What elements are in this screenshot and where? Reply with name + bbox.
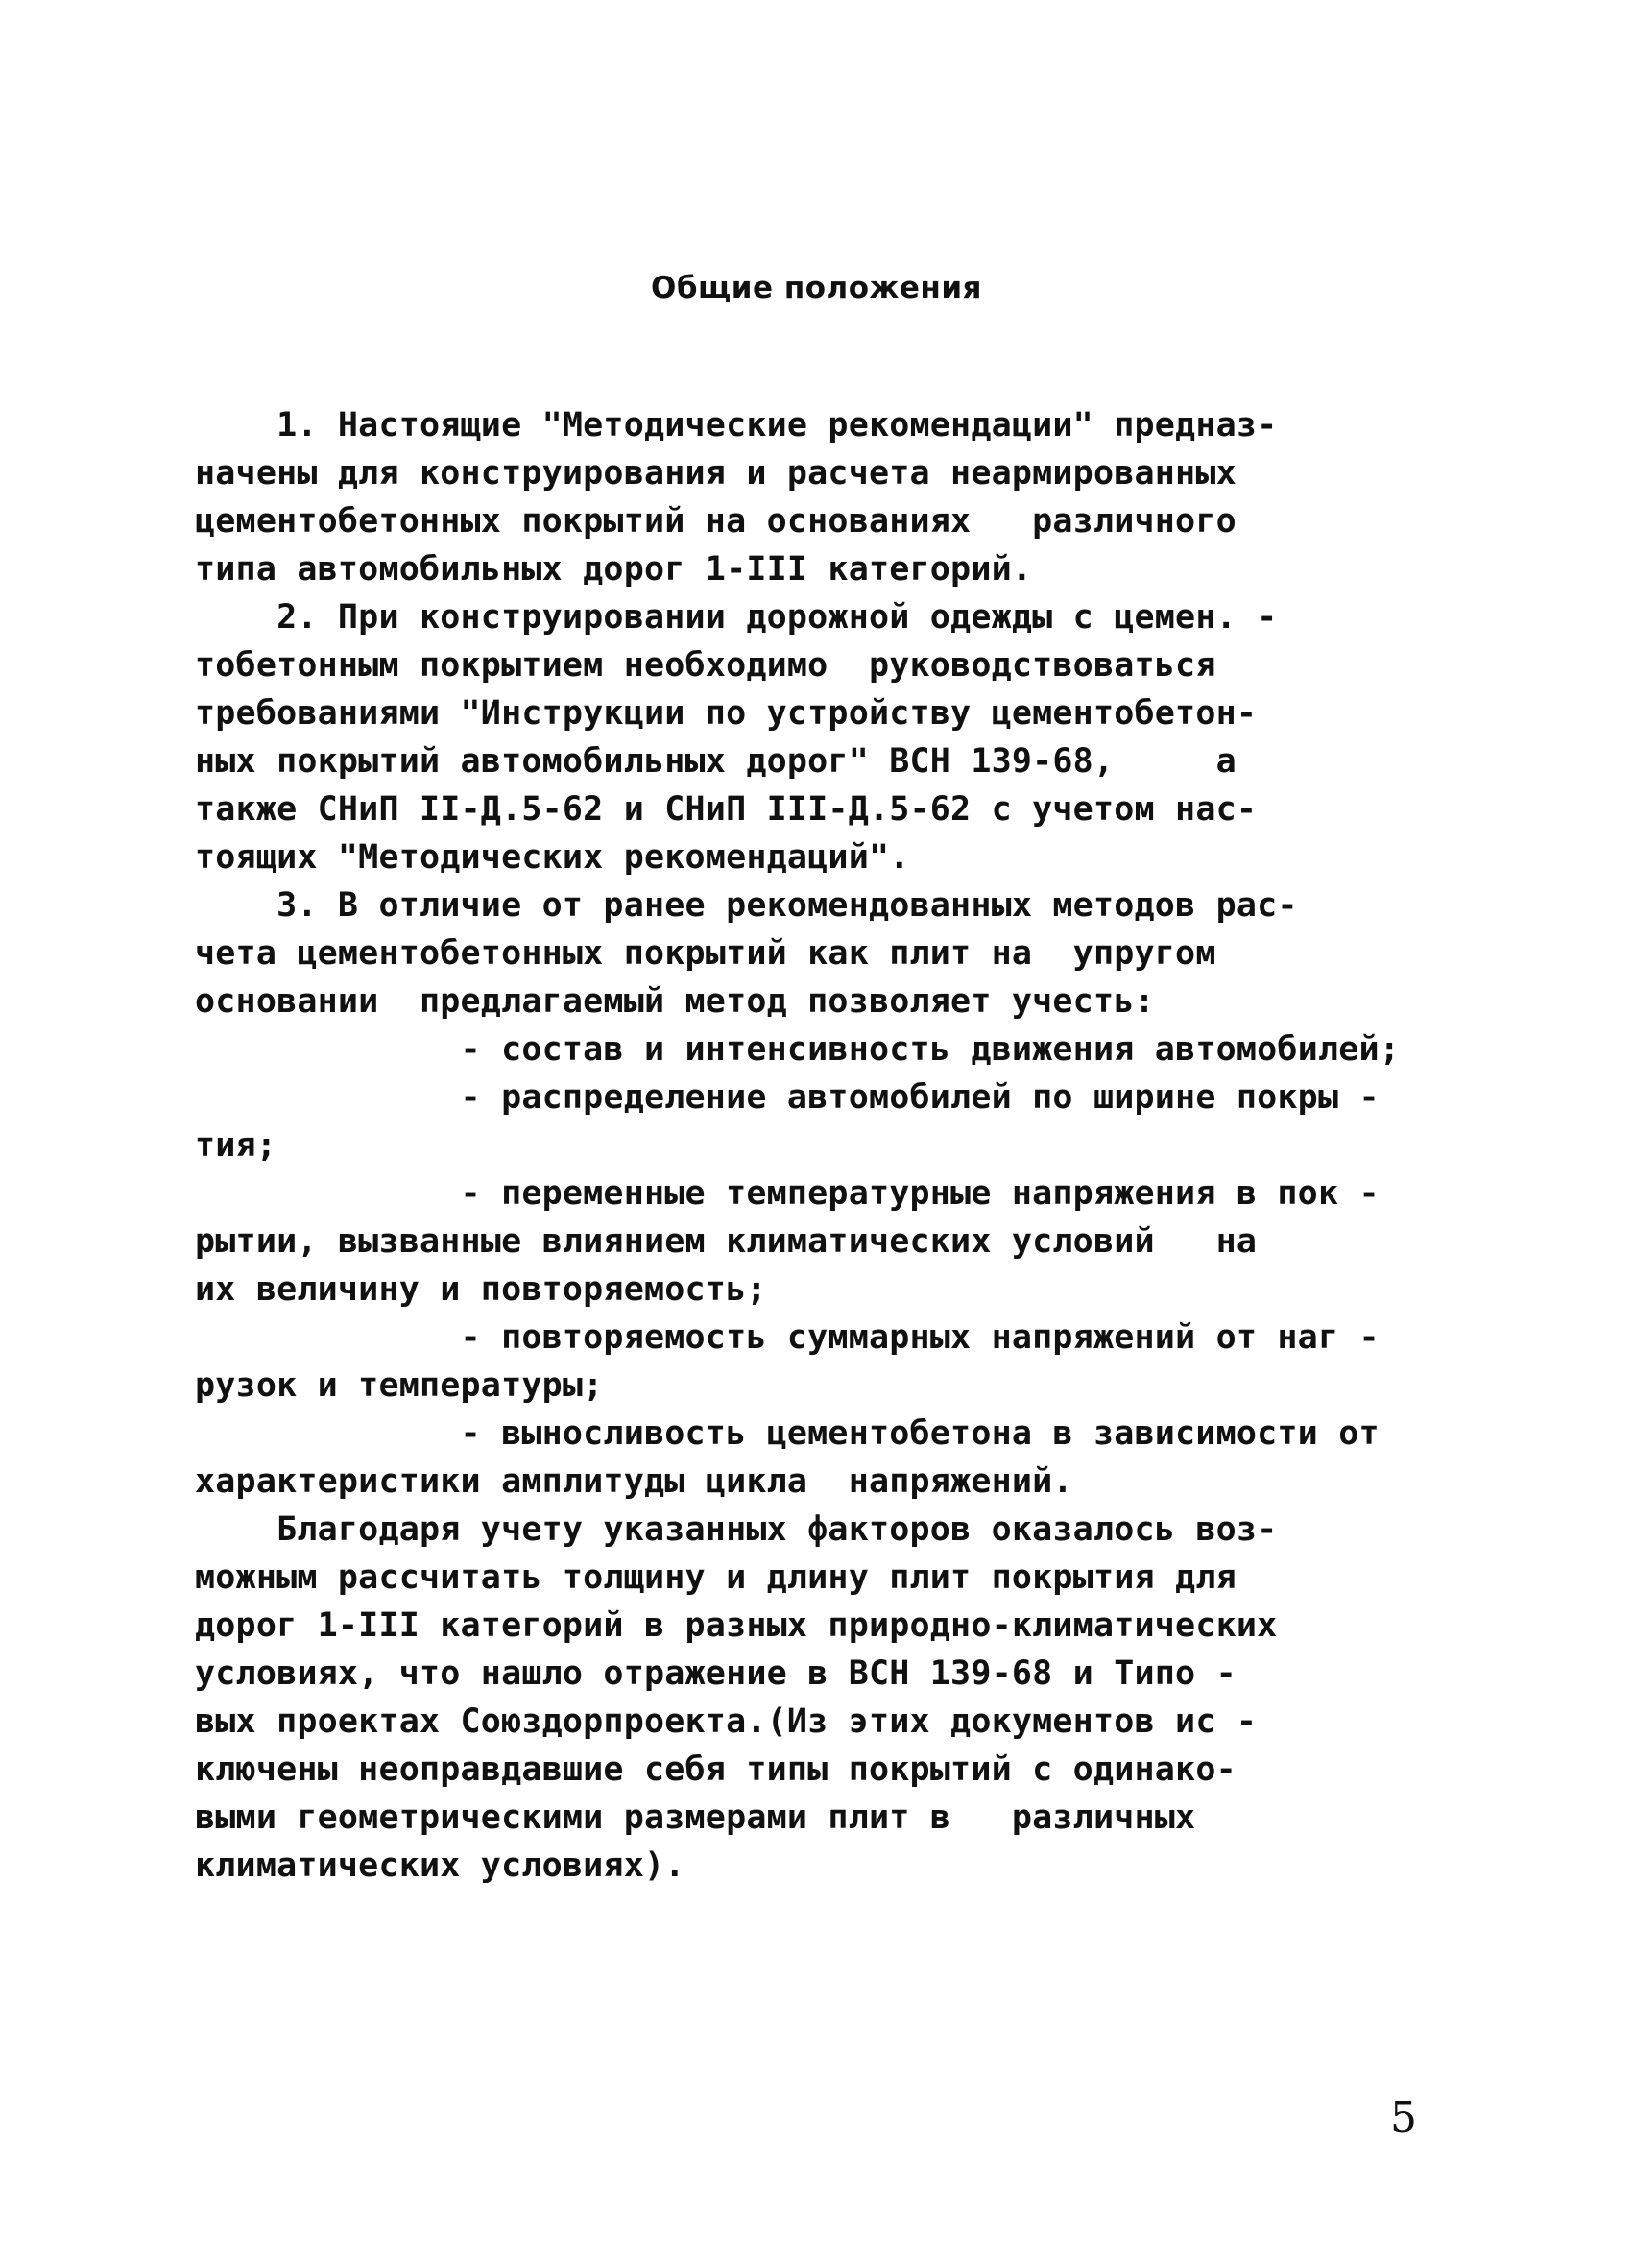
text-line: цементобетонных покрытий на основаниях различного xyxy=(195,502,1237,541)
text-line: можным рассчитать толщину и длину плит покрытия для xyxy=(195,1558,1237,1597)
text-line: вых проектах Союздорпроекта.(Из этих документов ис - xyxy=(195,1702,1258,1741)
text-line: типа автомобильных дорог 1-III категорий. xyxy=(195,550,1033,589)
text-line: тобетонным покрытием необходимо руководствоваться xyxy=(195,646,1216,685)
text-line: условиях, что нашло отражение в ВСН 139-68 и Типо - xyxy=(195,1654,1237,1693)
text-line: климатических условиях). xyxy=(195,1846,685,1885)
text-line: Благодаря учету указанных факторов оказалось воз- xyxy=(195,1510,1278,1549)
text-line: тия; xyxy=(195,1126,277,1165)
text-line: дорог 1-III категорий в разных природно-климатических xyxy=(195,1606,1278,1645)
body-text xyxy=(195,401,1443,1890)
text-line: - повторяемость суммарных напряжений от наг - xyxy=(195,1318,1380,1357)
text-line: выми геометрическими размерами плит в различных xyxy=(195,1798,1196,1837)
text-line: ных покрытий автомобильных дорог" ВСН 139-68, а xyxy=(195,742,1237,781)
text-line: рытии, вызванные влиянием климатических условий на xyxy=(195,1222,1258,1261)
text-line: тоящих "Методических рекомендаций". xyxy=(195,838,910,877)
text-line: 3. В отличие от ранее рекомендованных методов рас- xyxy=(195,886,1298,925)
text-line: чета цементобетонных покрытий как плит на упругом xyxy=(195,934,1216,973)
text-line: 1. Настоящие "Методические рекомендации" предназ- xyxy=(195,406,1278,445)
page-number: 5 xyxy=(1390,2093,1417,2142)
text-line: их величину и повторяемость; xyxy=(195,1270,767,1309)
text-line: - распределение автомобилей по ширине покры - xyxy=(195,1078,1380,1117)
text-line: также СНиП II-Д.5-62 и СНиП III-Д.5-62 с учетом нас- xyxy=(195,790,1258,829)
text-line: рузок и температуры; xyxy=(195,1366,604,1405)
text-line: начены для конструирования и расчета неармированных xyxy=(195,454,1237,493)
text-line: основании предлагаемый метод позволяет учесть: xyxy=(195,982,1155,1021)
text-line: - состав и интенсивность движения автомобилей; xyxy=(195,1030,1401,1069)
text-line: 2. При конструировании дорожной одежды с цемен. - xyxy=(195,598,1278,637)
section-heading: Общие положения xyxy=(651,271,982,305)
text-line: - переменные температурные напряжения в пок - xyxy=(195,1174,1380,1213)
text-line: характеристики амплитуды цикла напряжений. xyxy=(195,1462,1073,1501)
text-line: ключены неоправдавшие себя типы покрытий с одинако- xyxy=(195,1750,1237,1789)
text-line: требованиями "Инструкции по устройству цементобетон- xyxy=(195,694,1258,733)
text-line: - выносливость цементобетона в зависимости от xyxy=(195,1414,1380,1453)
